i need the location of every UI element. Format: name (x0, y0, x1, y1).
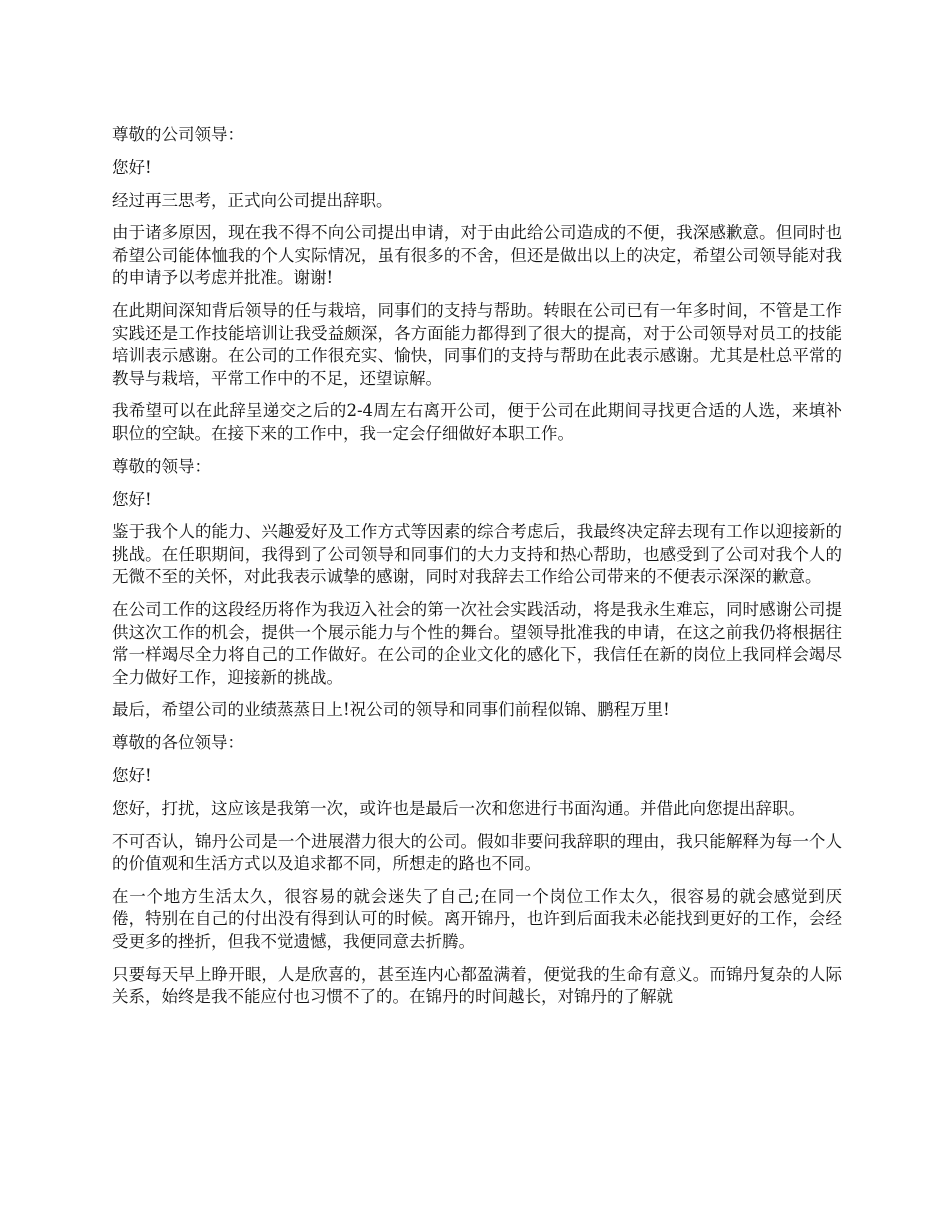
paragraph: 经过再三思考，正式向公司提出辞职。 (112, 190, 393, 210)
paragraph: 只要每天早上睁开眼，人是欣喜的，甚至连内心都盈满着，便觉我的生命有意义。而锦丹复杂的人际关系，始终是我不能应付也习惯不了的。在锦丹的时间越长，对锦丹的了解就 (112, 964, 842, 1007)
paragraph: 在公司工作的这段经历将作为我迈入社会的第一次社会实践活动，将是我永生难忘，同时感谢公司提供这次工作的机会，提供一个展示能力与个性的舞台。望领导批准我的申请，在这之前我仍将根据往常一样竭尽全力将自己的工作做好。在公司的企业文化的感化下，我信任在新的岗位上我同样会竭尽全力做好工作，迎接新的挑战。 (112, 600, 842, 687)
paragraph: 在此期间深知背后领导的任与栽培，同事们的支持与帮助。转眼在公司已有一年多时间，不管是工作实践还是工作技能培训让我受益颇深，各方面能力都得到了很大的提高，对于公司领导对员工的技能培训表示感谢。在公司的工作很充实、愉快，同事们的支持与帮助在此表示感谢。尤其是杜总平常的教导与栽培，平常工作中的不足，还望谅解。 (112, 301, 842, 388)
paragraph: 您好，打扰，这应该是我第一次，或许也是最后一次和您进行书面沟通。并借此向您提出辞职。 (112, 798, 805, 818)
paragraph: 由于诸多原因，现在我不得不向公司提出申请，对于由此给公司造成的不便，我深感歉意。但同时也希望公司能体恤我的个人实际情况，虽有很多的不舍，但还是做出以上的决定，希望公司领导能对我的申请予以考虑并批准。谢谢! (112, 223, 842, 288)
paragraph: 在一个地方生活太久，很容易的就会迷失了自己;在同一个岗位工作太久，很容易的就会感觉到厌倦，特别在自己的付出没有得到认可的时候。离开锦丹，也许到后面我未必能找到更好的工作，会经受更多的挫折，但我不觉遗憾，我便同意去折腾。 (112, 886, 842, 951)
paragraph: 鉴于我个人的能力、兴趣爱好及工作方式等因素的综合考虑后，我最终决定辞去现有工作以迎接新的挑战。在任职期间，我得到了公司领导和同事们的大力支持和热心帮助，也感受到了公司对我个人的无微不至的关怀，对此我表示诚挚的感谢，同时对我辞去工作给公司带来的不便表示深深的歉意。 (112, 522, 842, 587)
paragraph: 最后，希望公司的业绩蒸蒸日上!祝公司的领导和同事们前程似锦、鹏程万里! (112, 700, 670, 720)
paragraph: 不可否认，锦丹公司是一个进展潜力很大的公司。假如非要问我辞职的理由，我只能解释为每一个人的价值观和生活方式以及追求都不同，所想走的路也不同。 (112, 831, 842, 874)
salutation: 您好! (112, 766, 152, 786)
letter-body (112, 124, 842, 1019)
paragraph: 我希望可以在此辞呈递交之后的2-4周左右离开公司，便于公司在此期间寻找更合适的人选，来填补职位的空缺。在接下来的工作中，我一定会仔细做好本职工作。 (112, 401, 842, 443)
greeting: 尊敬的公司领导： (112, 125, 244, 144)
greeting: 尊敬的各位领导： (112, 733, 244, 753)
salutation: 您好! (112, 489, 152, 509)
greeting: 尊敬的领导： (112, 456, 211, 476)
salutation: 您好! (112, 157, 152, 177)
